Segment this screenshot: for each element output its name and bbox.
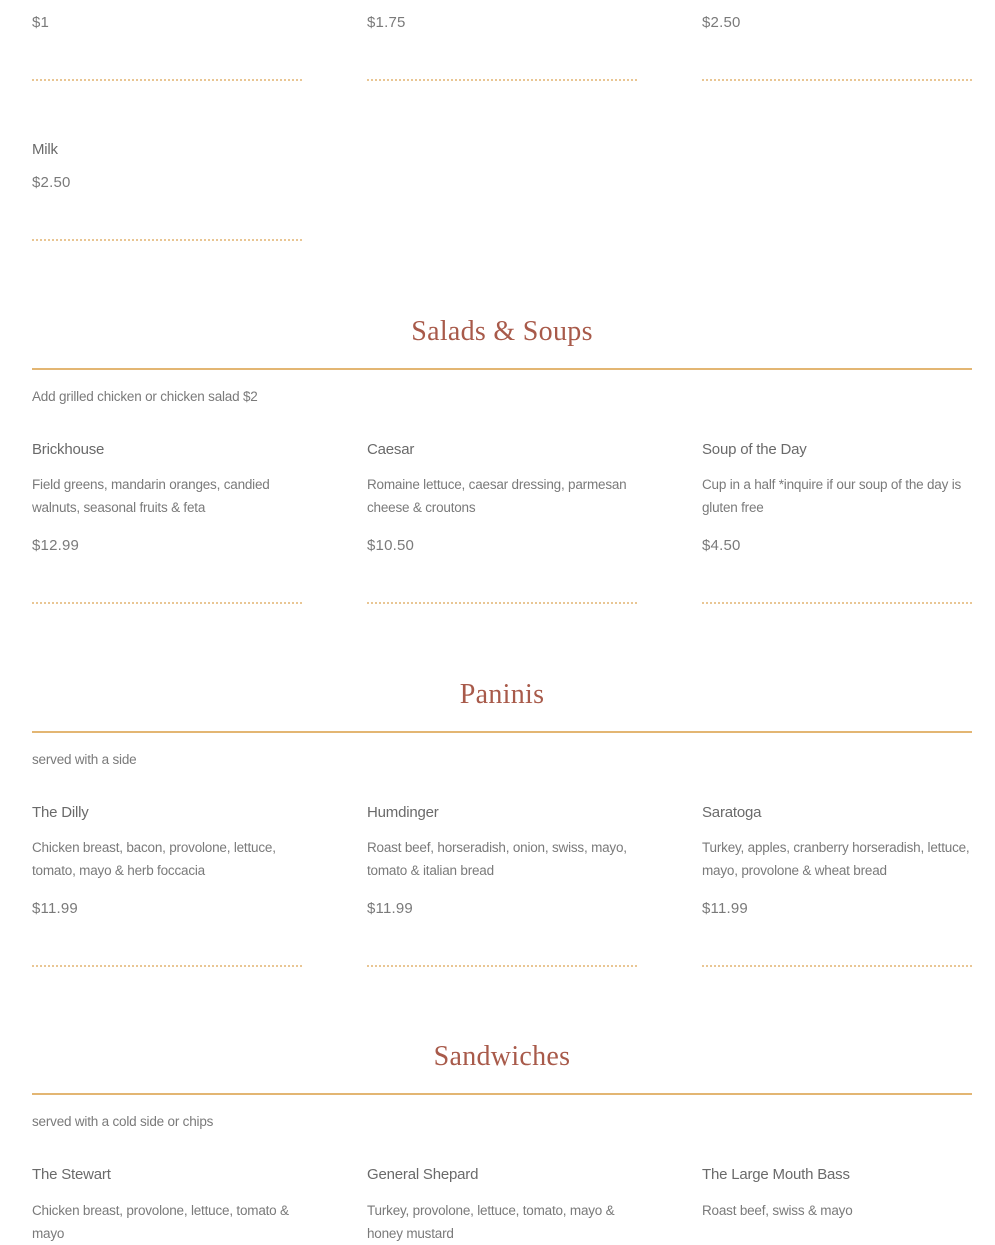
item-name: Brickhouse [32,441,105,458]
item-name: Caesar [367,441,415,458]
item-price: $12.99 [32,537,80,554]
dotted-divider [702,79,972,81]
section-title: Sandwiches [433,1041,571,1072]
dotted-divider [32,79,302,81]
item-name: The Dilly [32,804,89,821]
dotted-divider [367,965,637,967]
dotted-divider [367,602,637,604]
item-description: Romaine lettuce, caesar dressing, parmesan cheese & croutons [367,477,627,515]
item-price: $1 [32,14,50,31]
item-name: Soup of the Day [702,441,807,458]
section-title: Salads & Soups [411,316,593,347]
section-note: Add grilled chicken or chicken salad $2 [32,389,258,404]
item-description: Roast beef, swiss & mayo [702,1203,853,1218]
item-name: The Stewart [32,1166,111,1183]
item-price: $2.50 [32,174,71,191]
item-name: Saratoga [702,804,762,821]
dotted-divider [32,602,302,604]
item-description: Turkey, apples, cranberry horseradish, lettuce, mayo, provolone & wheat bread [702,840,970,878]
section-divider [32,731,972,733]
item-price: $11.99 [32,900,78,917]
item-name: Humdinger [367,804,439,821]
item-description: Roast beef, horseradish, onion, swiss, mayo, tomato & italian bread [367,840,627,878]
item-name: The Large Mouth Bass [702,1166,850,1183]
item-description: Field greens, mandarin oranges, candied walnuts, seasonal fruits & feta [32,477,270,515]
item-price: $2.50 [702,14,741,31]
dotted-divider [32,965,302,967]
item-description: Turkey, provolone, lettuce, tomato, mayo & honey mustard [367,1203,615,1241]
item-description: Cup in a half *inquire if our soup of the day is gluten free [702,477,962,515]
item-description: Chicken breast, bacon, provolone, lettuce, tomato, mayo & herb foccacia [32,840,276,878]
section-note: served with a cold side or chips [32,1114,214,1129]
section-divider [32,1093,972,1095]
item-price: $10.50 [367,537,415,554]
item-price: $1.75 [367,14,406,31]
dotted-divider [702,965,972,967]
item-price: $11.99 [367,900,413,917]
dotted-divider [702,602,972,604]
section-note: served with a side [32,752,137,767]
item-description: Chicken breast, provolone, lettuce, tomato & mayo [32,1203,289,1241]
item-price: $4.50 [702,537,741,554]
section-title: Paninis [459,679,545,710]
section-divider [32,368,972,370]
item-price: $11.99 [702,900,748,917]
item-name-milk: Milk [32,141,58,158]
item-name: General Shepard [367,1166,479,1183]
dotted-divider [32,239,302,241]
dotted-divider [367,79,637,81]
